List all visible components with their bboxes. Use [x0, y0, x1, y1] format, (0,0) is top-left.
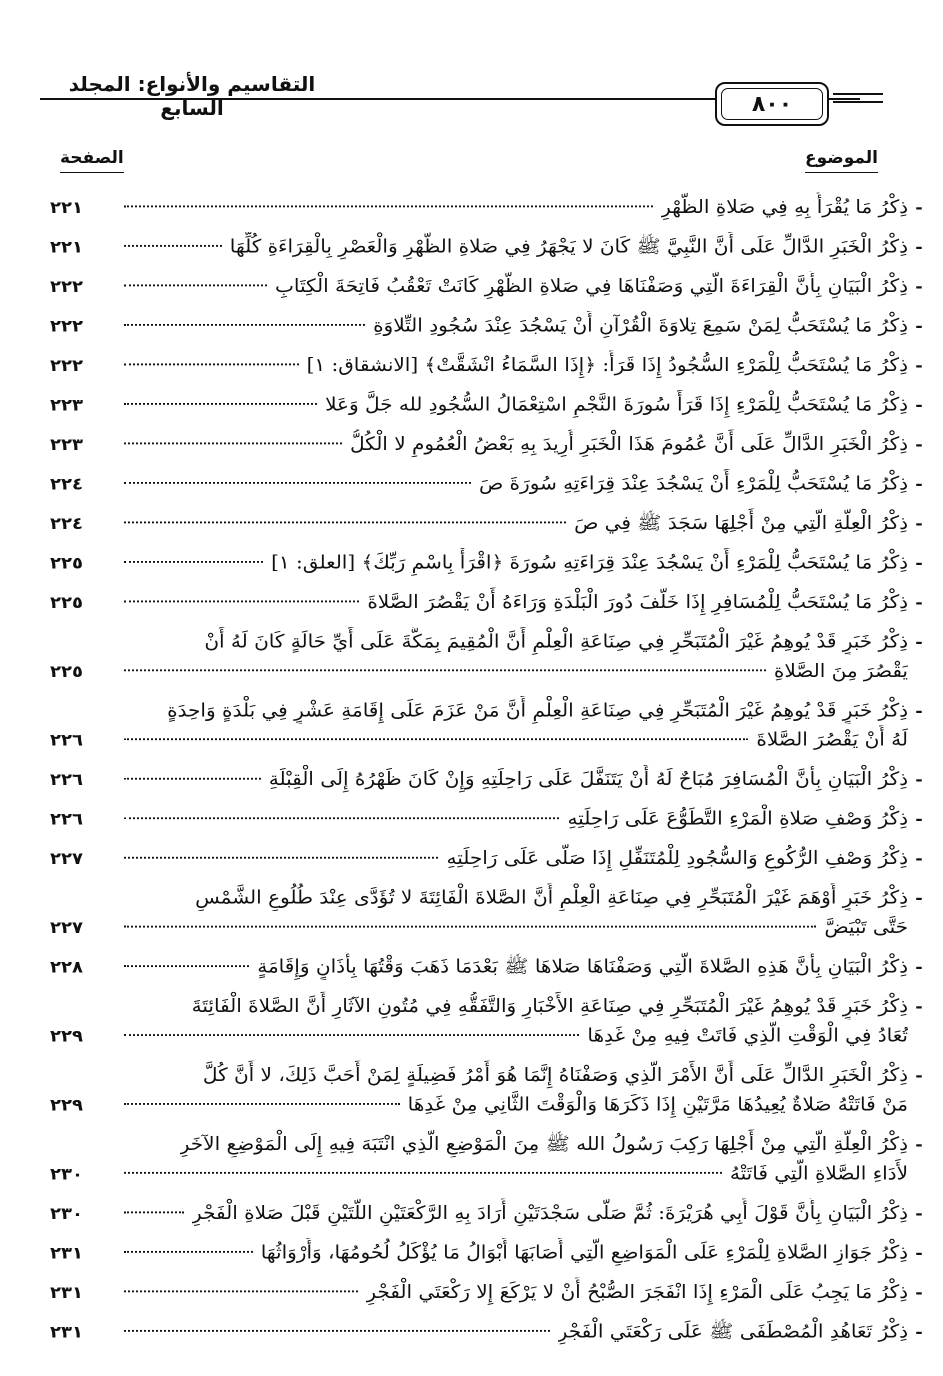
entry-title: ذِكْرُ الْبَيَانِ بِأَنَّ الْمُسَافِرَ مُبَاحٌ لَهُ أَنْ يَتَنَفَّلَ عَلَى رَاحِلَتِهِ وَإِنْ كَانَ ظَهْرُهُ إِلَى الْقِبْلَةِ [268, 767, 908, 790]
toc-entry [50, 879, 930, 948]
entry-bullet: - [915, 701, 923, 721]
dot-leader [124, 1103, 400, 1105]
dot-leader [124, 1330, 550, 1332]
entry-title: ذِكْرُ مَا يَجِبُ عَلَى الْمَرْءِ إِذَا انْفَجَرَ الصُّبْحُ أَنْ لا يَرْكَعَ إِلا رَكْعَتَي الْفَجْرِ [366, 1280, 908, 1303]
entry-bullet: - [915, 593, 923, 613]
toc-entry [50, 583, 930, 623]
toc-entry-line [50, 1090, 930, 1119]
toc-entry-line [50, 469, 930, 498]
column-heading-page [60, 148, 124, 173]
toc-entry-line [50, 992, 930, 1021]
column-heading-underline [805, 172, 878, 173]
entry-title: ذِكْرُ جَوَازِ الصَّلاةِ لِلْمَرْءِ عَلَى الْمَوَاضِعِ الَّتِي أَصَابَهَا أَبْوَالُ مَا يُؤْكَلُ لُحُومُهَا، وَأَرْوَاثُهَا [260, 1240, 908, 1263]
entry-bullet: - [915, 1322, 923, 1342]
toc-entry-line [50, 232, 930, 261]
entry-page-number: ٢٢٩ [50, 1026, 83, 1047]
toc-entry-line [50, 1130, 930, 1159]
entry-title: ذِكْرُ الْبَيَانِ بِأَنَّ هَذِهِ الصَّلاةَ الَّتِي وَصَفْنَاهَا صَلاهَا ﷺ بَعْدَمَا ذَهَبَ وَقْتُهَا بِأَذَانٍ وَإِقَامَةٍ [257, 955, 908, 978]
entry-page-number: ٢٢١ [50, 237, 83, 257]
toc-entry-line [50, 725, 930, 754]
entry-title: ذِكْرُ تَعَاهُدِ الْمُصْطَفَى ﷺ عَلَى رَكْعَتَي الْفَجْرِ [557, 1319, 908, 1342]
entry-title: ذِكْرُ الْبَيَانِ بِأَنَّ قَوْلَ أَبِي هُرَيْرَةَ: ثُمَّ صَلَّى سَجْدَتَيْنِ أَرَادَ بِهِ الرَّكْعَتَيْنِ اللَّتَيْنِ قَبْلَ صَلاةِ الْفَجْرِ [192, 1201, 908, 1224]
toc-entry-line [50, 913, 930, 942]
toc-entry [50, 839, 930, 879]
entry-title: ذِكْرُ وَصْفِ الرُّكُوعِ وَالسُّجُودِ لِلْمُتَنَفِّلِ إِذَا صَلَّى عَلَى رَاحِلَتِهِ [446, 846, 908, 869]
entry-page-number: ٢٢٢ [50, 277, 83, 297]
entry-page-number: ٢٢٧ [50, 849, 83, 869]
dot-leader [124, 778, 261, 780]
entry-bullet: - [915, 770, 923, 790]
entry-title: مَنْ فَاتَتْهُ صَلاةٌ يُعِيدُهَا مَرَّتَيْنِ إِذَا ذَكَرَهَا وَالْوَقْتَ الثَّانِي مِنْ غَدِهَا [407, 1092, 908, 1115]
entry-page-number: ٢٢٢ [50, 316, 83, 336]
header-rule-ornament [833, 93, 883, 95]
toc-entry-line [50, 765, 930, 794]
toc-entry-line [50, 1061, 930, 1090]
entry-bullet: - [915, 237, 923, 257]
dot-leader [124, 403, 317, 405]
entry-title: ذِكْرُ وَصْفِ صَلاةِ الْمَرْءِ التَّطَوُّعَ عَلَى رَاحِلَتِهِ [567, 807, 908, 830]
entry-bullet: - [915, 997, 923, 1017]
entry-title: ذِكْرُ خَبَرٍ قَدْ يُوهِمُ غَيْرَ الْمُتَبَحِّرِ فِي صِنَاعَةِ الْعِلْمِ أَنَّ الْمُقِيمَ بِمَكَّةَ عَلَى أَيِّ حَالَةٍ كَانَ لَهُ أَنْ [204, 629, 908, 652]
entry-bullet: - [915, 435, 923, 455]
toc-entry [50, 386, 930, 426]
book-title: التقاسيم والأنواع: المجلد السابع [68, 72, 316, 120]
entry-title: ذِكْرُ مَا يُسْتَحَبُّ لِلْمَرْءِ السُّجُودُ إِذَا قَرَأَ: ﴿إِذَا السَّمَاءُ انْشَقَّتْ﴾ [الانشقاق: ١] [306, 353, 908, 376]
entry-bullet: - [915, 514, 923, 534]
dot-leader [124, 284, 267, 286]
entry-bullet: - [915, 198, 923, 218]
toc-entry-line [50, 272, 930, 301]
dot-leader [124, 1172, 722, 1174]
toc-entry-line [50, 1159, 930, 1188]
entry-page-number: ٢٢٢ [50, 356, 83, 376]
entry-page-number: ٢٢٥ [50, 553, 83, 573]
dot-leader [124, 857, 438, 859]
toc-entry [50, 425, 930, 465]
column-heading-subject [805, 148, 878, 173]
toc-entry [50, 1312, 930, 1352]
dot-leader [124, 1034, 579, 1036]
toc-entry-line [50, 430, 930, 459]
entry-title: حَتَّى تَبْيَضَّ [824, 915, 908, 938]
toc-entry [50, 346, 930, 386]
toc-entry-line [50, 952, 930, 981]
entry-bullet: - [915, 1066, 923, 1086]
toc-entry-line [50, 627, 930, 656]
toc-entry-line [50, 1238, 930, 1267]
entry-title: ذِكْرُ مَا يُسْتَحَبُّ لِمَنْ سَمِعَ تِلاوَةَ الْقُرْآنِ أَنْ يَسْجُدَ عِنْدَ سُجُودِ التِّلاوَةِ [373, 313, 908, 336]
toc-entry-line [50, 1317, 930, 1346]
toc-entry [50, 1273, 930, 1313]
toc-entry-line [50, 509, 930, 538]
page-number-frame [715, 82, 829, 126]
toc-entry [50, 691, 930, 760]
entry-page-number: ٢٢٣ [50, 435, 83, 455]
toc-entry [50, 1194, 930, 1234]
toc-entry-line [50, 548, 930, 577]
entry-bullet: - [915, 356, 923, 376]
entry-page-number: ٢٣١ [50, 1322, 83, 1342]
entry-bullet: - [915, 888, 923, 909]
dot-leader [124, 1290, 358, 1292]
dot-leader [124, 926, 816, 928]
entry-title: ذِكْرُ مَا يُسْتَحَبُّ لِلْمَرْءِ أَنْ يَسْجُدَ عِنْدَ قِرَاءَتِهِ سُورَةَ ﴿اقْرَأْ بِاسْمِ رَبِّكَ﴾ [العلق: ١] [271, 550, 908, 573]
entry-title: ذِكْرُ الْخَبَرِ الدَّالِّ عَلَى أَنَّ الأَمْرَ الَّذِي وَصَفْنَاهُ إِنَّمَا هُوَ أَمْرُ فَضِيلَةٍ لِمَنْ أَحَبَّ ذَلِكَ، لا أَنَّ كُلَّ [202, 1063, 908, 1086]
dot-leader [124, 324, 365, 326]
entry-page-number: ٢٢٥ [50, 593, 83, 613]
entry-title: ذِكْرُ مَا يُسْتَحَبُّ لِلْمَرْءِ أَنْ يَسْجُدَ عِنْدَ قِرَاءَتِهِ سُورَةَ صَ [479, 471, 908, 494]
toc-entry [50, 1125, 930, 1194]
column-heading-subject-text: الموضوع [805, 148, 878, 168]
entry-bullet: - [915, 1204, 923, 1224]
toc-entries [0, 188, 943, 1352]
toc-entry [50, 544, 930, 584]
dot-leader [124, 600, 359, 602]
page-number: ٨٠٠ [721, 88, 823, 120]
entry-title: ذِكْرُ الْبَيَانِ بِأَنَّ الْقِرَاءَةَ الَّتِي وَصَفْنَاهَا فِي صَلاةِ الظُّهْرِ كَانَتْ تَعْقُبُ فَاتِحَةَ الْكِتَابِ [275, 274, 908, 297]
entry-page-number: ٢٢١ [50, 198, 83, 218]
entry-bullet: - [915, 1243, 923, 1263]
toc-entry-line [50, 696, 930, 725]
entry-bullet: - [915, 395, 923, 415]
entry-bullet: - [915, 277, 923, 297]
dot-leader [124, 561, 263, 563]
dot-leader [124, 817, 559, 819]
toc-entry [50, 504, 930, 544]
entry-title: ذِكْرُ الْعِلَّةِ الَّتِي مِنْ أَجْلِهَا سَجَدَ ﷺ فِي صَ [574, 511, 908, 534]
toc-entry [50, 465, 930, 505]
dot-leader [124, 363, 299, 365]
toc-entry [50, 987, 930, 1056]
toc-entry-line [50, 883, 930, 912]
toc-entry [50, 1056, 930, 1125]
dot-leader [124, 1251, 253, 1253]
entry-title: ذِكْرُ مَا يُسْتَحَبُّ لِلْمَرْءِ إِذَا قَرَأَ سُورَةَ النَّجْمِ اسْتِعْمَالُ السُّجُودِ لله جَلَّ وَعَلا [325, 392, 908, 415]
entry-page-number: ٢٣١ [50, 1283, 83, 1303]
entry-title: لأَدَاءِ الصَّلاةِ الَّتِي فَاتَتْهُ [729, 1161, 908, 1184]
entry-title: ذِكْرُ الْخَبَرِ الدَّالِّ عَلَى أَنَّ النَّبِيَّ ﷺ كَانَ لا يَجْهَرُ فِي صَلاةِ الظُّهْرِ وَالْعَصْرِ بِالْقِرَاءَةِ كُلِّهَا [229, 234, 908, 257]
entry-title: ذِكْرُ خَبَرٍ قَدْ يُوهِمُ غَيْرَ الْمُتَبَحِّرِ فِي صِنَاعَةِ الأَخْبَارِ وَالتَّفَقُّهِ فِي مُتُونِ الآثَارِ أَنَّ الصَّلاةَ الْفَائِتَةَ [191, 994, 908, 1017]
entry-page-number: ٢٣٠ [50, 1164, 83, 1184]
entry-bullet: - [915, 632, 923, 652]
header-rule-ornament [833, 101, 883, 103]
entry-page-number: ٢٢٦ [50, 730, 83, 751]
dot-leader [124, 442, 342, 444]
entry-title: لَهُ أَنْ يَقْصُرَ الصَّلاةَ [756, 728, 908, 751]
toc-entry-line [50, 804, 930, 833]
toc-entry-line [50, 588, 930, 617]
toc-entry-line [50, 351, 930, 380]
dot-leader [124, 965, 249, 967]
toc-entry [50, 1233, 930, 1273]
dot-leader [124, 1211, 184, 1213]
entry-page-number: ٢٢٨ [50, 957, 83, 978]
toc-entry-line [50, 193, 930, 222]
toc-entry [50, 188, 930, 228]
dot-leader [124, 669, 766, 671]
entry-title: ذِكْرُ مَا يُقْرَأُ بِهِ فِي صَلاةِ الظُّهْرِ [661, 195, 908, 218]
toc-entry-line [50, 1021, 930, 1050]
entry-title: ذِكْرُ الْخَبَرِ الدَّالِّ عَلَى أَنَّ عُمُومَ هَذَا الْخَبَرِ أُرِيدَ بِهِ بَعْضُ الْعُمُومِ لا الْكُلُّ [350, 432, 908, 455]
entry-bullet: - [915, 957, 923, 978]
entry-page-number: ٢٢٦ [50, 809, 83, 830]
entry-page-number: ٢٣٠ [50, 1204, 83, 1224]
toc-entry-line [50, 390, 930, 419]
entry-page-number: ٢٢٦ [50, 770, 83, 790]
entry-title: ذِكْرُ خَبَرٍ قَدْ يُوهِمُ غَيْرَ الْمُتَبَحِّرِ فِي صِنَاعَةِ الْعِلْمِ أَنَّ مَنْ عَزَمَ عَلَى إِقَامَةِ عَشْرٍ فِي بَلْدَةٍ وَاحِدَةٍ [167, 698, 908, 721]
toc-entry [50, 307, 930, 347]
dot-leader [124, 245, 222, 247]
entry-page-number: ٢٢٩ [50, 1095, 83, 1115]
entry-title: ذِكْرُ مَا يُسْتَحَبُّ لِلْمُسَافِرِ إِذَا خَلَّفَ دُورَ الْبَلْدَةِ وَرَاءَهُ أَنْ يَقْصُرَ الصَّلاةَ [367, 590, 908, 613]
entry-page-number: ٢٢٣ [50, 395, 83, 415]
toc-entry-line [50, 1278, 930, 1307]
column-heading-underline [60, 172, 124, 173]
entry-title: ذِكْرُ خَبَرٍ أَوْهَمَ غَيْرَ الْمُتَبَحِّرِ فِي صِنَاعَةِ الْعِلْمِ أَنَّ الصَّلاةَ الْفَائِتَةَ لا تُؤَدَّى عِنْدَ طُلُوعِ الشَّمْسِ [195, 886, 908, 909]
entry-page-number: ٢٢٤ [50, 514, 83, 534]
dot-leader [124, 738, 748, 740]
entry-page-number: ٢٢٥ [50, 662, 83, 682]
dot-leader [124, 521, 566, 523]
entry-title: تُعَادُ فِي الْوَقْتِ الَّذِي فَاتَتْ فِيهِ مِنْ غَدِهَا [587, 1024, 908, 1047]
entry-bullet: - [915, 849, 923, 869]
entry-title: يَقْصُرَ مِنَ الصَّلاةِ [773, 659, 908, 682]
dot-leader [124, 482, 471, 484]
toc-entry [50, 267, 930, 307]
entry-title: ذِكْرُ الْعِلَّةِ الَّتِي مِنْ أَجْلِهَا رَكِبَ رَسُولُ الله ﷺ مِنَ الْمَوْضِعِ الَّذِي انْتَبَهَ فِيهِ إِلَى الْمَوْضِعِ الآخَرِ [179, 1132, 908, 1155]
column-heading-page-text: الصفحة [60, 148, 124, 168]
entry-page-number: ٢٢٧ [50, 918, 83, 938]
toc-entry-line [50, 844, 930, 873]
entry-bullet: - [915, 316, 923, 336]
toc-entry-line [50, 657, 930, 686]
entry-page-number: ٢٢٤ [50, 474, 83, 494]
entry-bullet: - [915, 553, 923, 573]
toc-entry-line [50, 1199, 930, 1228]
toc-entry [50, 228, 930, 268]
entry-bullet: - [915, 1283, 923, 1303]
entry-bullet: - [915, 809, 923, 830]
page-header [0, 60, 943, 132]
entry-page-number: ٢٣١ [50, 1243, 83, 1263]
entry-bullet: - [915, 474, 923, 494]
toc-entry [50, 623, 930, 692]
toc-entry-line [50, 311, 930, 340]
entry-bullet: - [915, 1135, 923, 1155]
dot-leader [124, 205, 653, 207]
toc-entry [50, 760, 930, 800]
toc-entry [50, 800, 930, 840]
toc-entry [50, 948, 930, 988]
